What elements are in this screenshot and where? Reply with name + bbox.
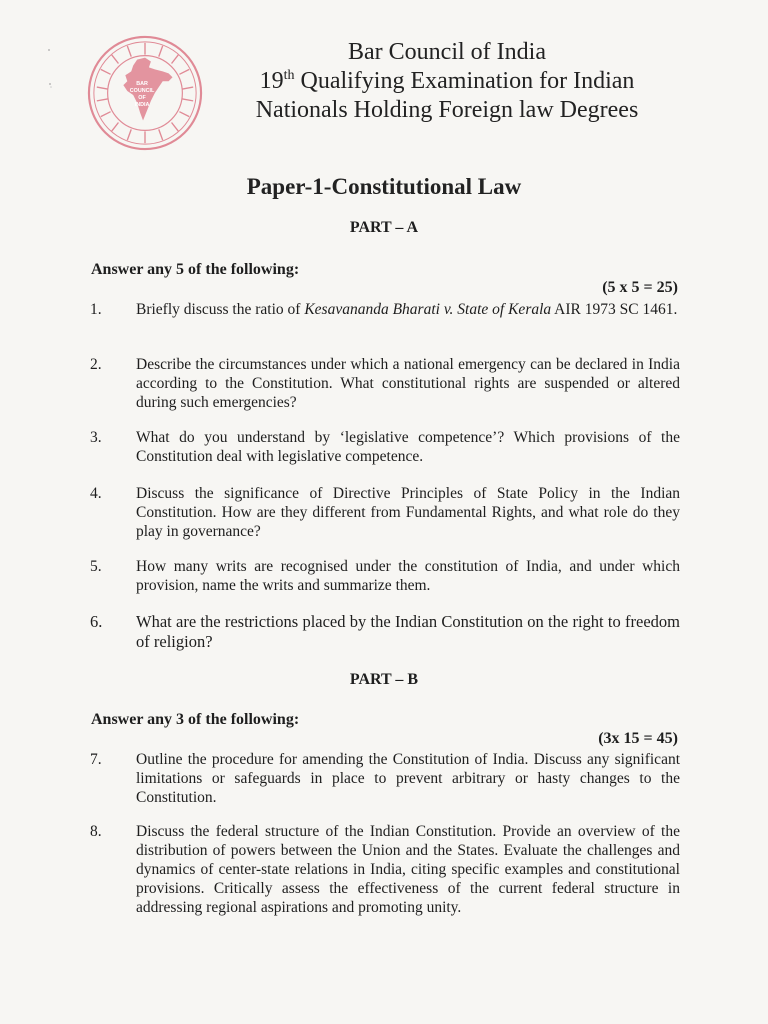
bar-council-seal-icon: [86, 34, 204, 152]
part-b-marks: (3x 15 = 45): [598, 730, 678, 747]
question-number: 6.: [90, 612, 103, 631]
question-text: How many writs are recognised under the constitution of India, and under which provision, name the writs and summarize them.: [136, 558, 680, 594]
question-number: 1.: [90, 301, 102, 318]
header-ordinal-suffix: th: [283, 68, 295, 83]
part-a-heading: PART – A: [349, 219, 419, 236]
question-text: Briefly discuss the ratio of Kesavananda Bharati v. State of Kerala AIR 1973 SC 1461.: [136, 301, 678, 318]
question-8: [90, 822, 680, 917]
seal-text-bar: BAR: [136, 81, 148, 88]
question-7: [90, 750, 680, 807]
question-number: 8.: [90, 823, 102, 840]
scan-specks: [44, 44, 64, 104]
header-line-2: [212, 67, 682, 96]
question-number: 7.: [90, 751, 102, 768]
seal-text-india: INDIA: [134, 101, 150, 108]
question-text: Discuss the federal structure of the Indian Constitution. Provide an overview of the distribution of powers between the Union and the States. Evaluate the challenges and dynamics of center-state relations in India, citing specific examples and constitutional provisions. Critically assess the effectiveness of the current federal structure in addressing regional aspirations and promoting unity.: [136, 823, 680, 916]
question-text: What do you understand by ‘legislative competence’? Which provisions of the Constitution deal with legislative competence.: [136, 429, 680, 465]
question-number: 3.: [90, 429, 102, 446]
question-text: Describe the circumstances under which a national emergency can be declared in India according to the Constitution. What constitutional rights are suspended or altered during such emergencies?: [136, 356, 680, 411]
header-line-1: Bar Council of India: [348, 39, 546, 65]
question-number: 2.: [90, 356, 102, 373]
question-text: Discuss the significance of Directive Principles of State Policy in the Indian Constitution. How are they different from Fundamental Rights, and what role do they play in governance?: [136, 485, 680, 540]
part-a-marks: (5 x 5 = 25): [602, 279, 678, 296]
header-line-2-text: Qualifying Examination for Indian: [294, 68, 635, 94]
question-number: 4.: [90, 485, 102, 502]
question-number: 5.: [90, 558, 102, 575]
header-ordinal: 19: [259, 68, 284, 94]
question-3: [90, 428, 680, 466]
question-2: [90, 355, 680, 412]
seal-text-council: COUNCIL: [129, 88, 155, 95]
question-1: [90, 300, 680, 319]
part-b-heading: PART – B: [349, 671, 419, 688]
question-5: [90, 557, 680, 595]
paper-title: Paper-1-Constitutional Law: [246, 174, 522, 199]
question-4: [90, 484, 680, 541]
question-text: Outline the procedure for amending the Constitution of India. Discuss any significant limitations or safeguards in place to prevent arbitrary or hasty changes to the Constitution.: [136, 751, 680, 806]
exam-header: [212, 38, 682, 125]
part-b-instruction: Answer any 3 of the following:: [91, 711, 300, 728]
header-line-3: Nationals Holding Foreign law Degrees: [255, 97, 639, 123]
part-a-instruction: Answer any 5 of the following:: [91, 261, 300, 278]
seal-text-of: OF: [138, 94, 146, 101]
question-text: What are the restrictions placed by the Indian Constitution on the right to freedom of religion?: [136, 612, 680, 651]
question-6: [90, 612, 680, 652]
case-name: Kesavananda Bharati v. State of Kerala: [304, 301, 552, 318]
